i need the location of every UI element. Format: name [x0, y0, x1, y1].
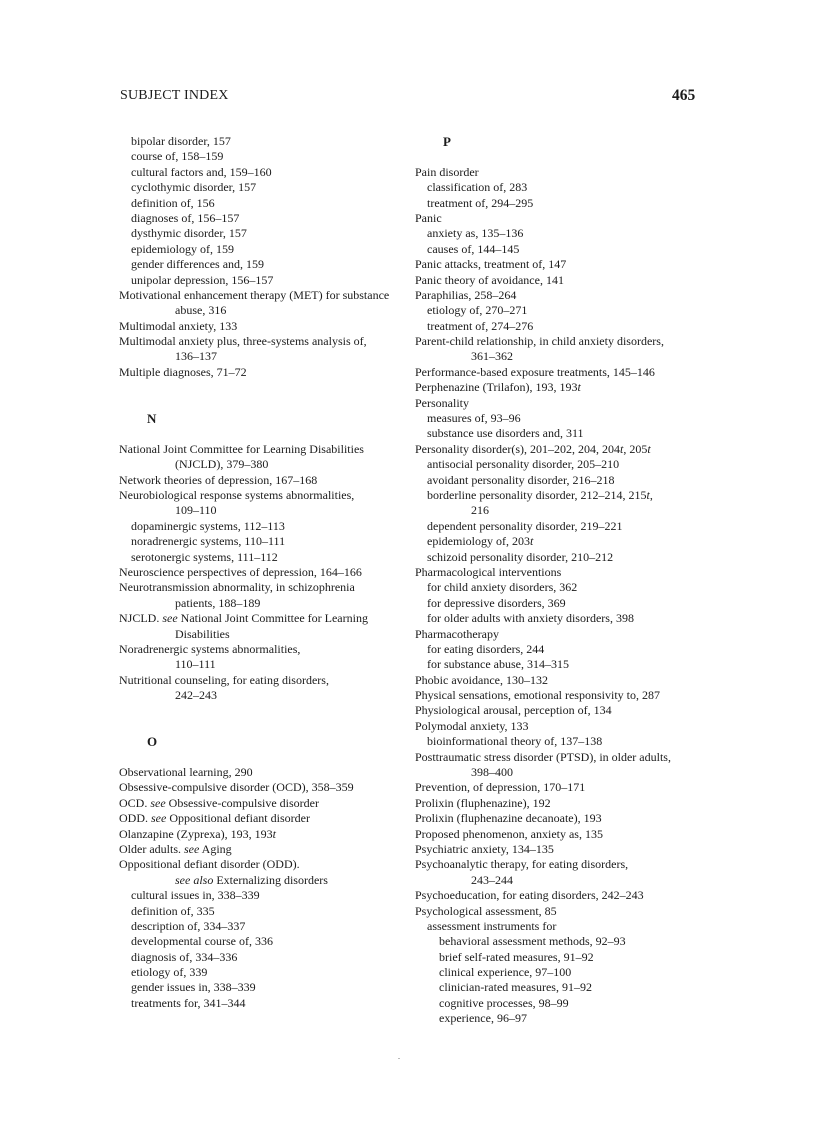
index-subentry: description of, 334–337 [131, 918, 246, 933]
index-main-entry: Psychiatric anxiety, 134–135 [415, 841, 554, 856]
blank-line [119, 719, 415, 734]
index-subentry: avoidant personality disorder, 216–218 [427, 472, 615, 487]
index-subentry: dependent personality disorder, 219–221 [427, 518, 623, 533]
index-subentry: anxiety as, 135–136 [427, 226, 524, 241]
index-entry-continuation: 109–110 [175, 503, 217, 518]
index-entry-continuation: 136–137 [175, 349, 217, 364]
index-subentry: developmental course of, 336 [131, 934, 273, 949]
index-subentry: gender differences and, 159 [131, 257, 265, 272]
index-entry-continuation: abuse, 316 [175, 303, 227, 318]
index-main-entry: Psychoeducation, for eating disorders, 242–243 [415, 888, 644, 903]
index-subentry: definition of, 156 [131, 195, 215, 210]
index-subentry: dysthymic disorder, 157 [131, 226, 247, 241]
index-main-entry: Panic attacks, treatment of, 147 [415, 257, 567, 272]
index-subentry: bipolar disorder, 157 [131, 134, 231, 148]
index-main-entry: Network theories of depression, 167–168 [119, 472, 318, 487]
index-subentry: for older adults with anxiety disorders, 398 [427, 611, 634, 626]
index-subentry: clinical experience, 97–100 [439, 965, 572, 980]
index-subentry: treatments for, 341–344 [131, 995, 246, 1010]
index-column-left [119, 134, 415, 1011]
index-main-entry: Multimodal anxiety, 133 [119, 318, 238, 333]
index-main-entry: Proposed phenomenon, anxiety as, 135 [415, 826, 603, 841]
index-subentry: noradrenergic systems, 110–111 [131, 534, 286, 549]
index-subentry: for substance abuse, 314–315 [427, 657, 569, 672]
index-subentry: diagnosis of, 334–336 [131, 949, 238, 964]
index-main-entry: Motivational enhancement therapy (MET) for substance [119, 287, 390, 302]
blank-line [119, 380, 415, 395]
index-subentry: epidemiology of, 203t [427, 534, 534, 549]
index-subentry: dopaminergic systems, 112–113 [131, 518, 285, 533]
index-subentry: course of, 158–159 [131, 149, 224, 164]
index-subentry: antisocial personality disorder, 205–210 [427, 457, 620, 472]
index-entry-continuation: 242–243 [175, 688, 217, 703]
index-entry-continuation: 398–400 [471, 765, 513, 780]
section-letter-heading: P [443, 134, 451, 149]
index-main-entry: Paraphilias, 258–264 [415, 287, 517, 302]
blank-line [119, 426, 415, 441]
index-subentry: behavioral assessment methods, 92–93 [439, 934, 626, 949]
index-main-entry: OCD. see Obsessive-compulsive disorder [119, 795, 319, 810]
index-main-entry: Prolixin (fluphenazine), 192 [415, 795, 551, 810]
index-subentry: clinician-rated measures, 91–92 [439, 980, 592, 995]
blank-line [119, 396, 415, 411]
index-subentry: substance use disorders and, 311 [427, 426, 584, 441]
index-main-entry: ODD. see Oppositional defiant disorder [119, 811, 310, 826]
index-main-entry: Parent-child relationship, in child anxiety disorders, [415, 334, 664, 349]
index-subentry: cultural issues in, 338–339 [131, 888, 260, 903]
index-subentry: serotonergic systems, 111–112 [131, 549, 278, 564]
index-main-entry: Prolixin (fluphenazine decanoate), 193 [415, 811, 602, 826]
index-subentry: cultural factors and, 159–160 [131, 164, 272, 179]
index-entry-continuation: (NJCLD), 379–380 [175, 457, 269, 472]
index-main-entry: Physiological arousal, perception of, 134 [415, 703, 612, 718]
index-entry-continuation: 216 [471, 503, 489, 518]
index-main-entry: Performance-based exposure treatments, 145–146 [415, 364, 655, 379]
index-main-entry: Pharmacological interventions [415, 564, 562, 579]
index-entry-continuation: see also Externalizing disorders [175, 872, 328, 887]
index-subentry: cognitive processes, 98–99 [439, 995, 569, 1010]
index-subentry: bioinformational theory of, 137–138 [427, 734, 603, 749]
index-main-entry: Multiple diagnoses, 71–72 [119, 364, 247, 379]
index-subentry: brief self-rated measures, 91–92 [439, 949, 594, 964]
index-main-entry: Personality disorder(s), 201–202, 204, 204t, 205t [415, 441, 651, 456]
index-main-entry: Neurobiological response systems abnormalities, [119, 487, 355, 502]
index-main-entry: Perphenazine (Trilafon), 193, 193t [415, 380, 581, 395]
index-entry-continuation: Disabilities [175, 626, 230, 641]
index-main-entry: Panic [415, 210, 442, 225]
index-subentry: gender issues in, 338–339 [131, 980, 256, 995]
index-main-entry: NJCLD. see National Joint Committee for Learning [119, 611, 368, 626]
index-main-entry: Older adults. see Aging [119, 841, 232, 856]
index-subentry: diagnoses of, 156–157 [131, 210, 240, 225]
index-subentry: measures of, 93–96 [427, 411, 521, 426]
index-subentry: etiology of, 270–271 [427, 303, 528, 318]
index-column-right [415, 134, 705, 1027]
index-main-entry: Multimodal anxiety plus, three-systems analysis of, [119, 334, 367, 349]
index-main-entry: Phobic avoidance, 130–132 [415, 672, 548, 687]
index-main-entry: Polymodal anxiety, 133 [415, 718, 529, 733]
index-subentry: unipolar depression, 156–157 [131, 272, 274, 287]
blank-line [119, 703, 415, 718]
index-subentry: for depressive disorders, 369 [427, 595, 566, 610]
index-entry-continuation: 110–111 [175, 657, 216, 672]
section-letter-heading: O [147, 734, 158, 750]
index-main-entry: Physical sensations, emotional responsivity to, 287 [415, 688, 660, 703]
index-subentry: for child anxiety disorders, 362 [427, 580, 578, 595]
index-main-entry: Neurotransmission abnormality, in schizophrenia [119, 580, 355, 595]
index-main-entry: National Joint Committee for Learning Disabilities [119, 441, 364, 456]
index-main-entry: Olanzapine (Zyprexa), 193, 193t [119, 826, 276, 841]
index-subentry: schizoid personality disorder, 210–212 [427, 549, 614, 564]
index-subentry: borderline personality disorder, 212–214, 215t, [427, 487, 653, 502]
blank-line [119, 750, 415, 765]
index-main-entry: Noradrenergic systems abnormalities, [119, 641, 301, 656]
index-subentry: causes of, 144–145 [427, 241, 520, 256]
index-main-entry: Neuroscience perspectives of depression, 164–166 [119, 564, 362, 579]
index-main-entry: Pharmacotherapy [415, 626, 499, 641]
index-subentry: treatment of, 274–276 [427, 318, 534, 333]
index-entry-continuation: 243–244 [471, 872, 513, 887]
index-subentry: definition of, 335 [131, 903, 215, 918]
index-subentry: classification of, 283 [427, 180, 528, 195]
index-subentry: epidemiology of, 159 [131, 241, 234, 256]
index-subentry: cyclothymic disorder, 157 [131, 180, 257, 195]
index-main-entry: Oppositional defiant disorder (ODD). [119, 857, 300, 872]
section-letter-heading: N [147, 411, 157, 427]
index-subentry: assessment instruments for [427, 918, 557, 933]
index-main-entry: Psychoanalytic therapy, for eating disorders, [415, 857, 629, 872]
index-entry-continuation: patients, 188–189 [175, 595, 261, 610]
index-main-entry: Obsessive-compulsive disorder (OCD), 358–359 [119, 780, 354, 795]
scan-speck [398, 1058, 400, 1059]
page-number: 465 [672, 87, 696, 104]
index-main-entry: Panic theory of avoidance, 141 [415, 272, 564, 287]
index-main-entry: Posttraumatic stress disorder (PTSD), in older adults, [415, 749, 671, 764]
index-main-entry: Psychological assessment, 85 [415, 903, 557, 918]
index-main-entry: Personality [415, 395, 469, 410]
index-main-entry: Pain disorder [415, 164, 479, 179]
index-subentry: for eating disorders, 244 [427, 641, 545, 656]
index-main-entry: Observational learning, 290 [119, 765, 253, 780]
running-header-title: SUBJECT INDEX [120, 88, 229, 103]
index-subentry: etiology of, 339 [131, 965, 208, 980]
index-main-entry: Nutritional counseling, for eating disorders, [119, 672, 329, 687]
blank-line [415, 149, 705, 164]
index-subentry: experience, 96–97 [439, 1011, 527, 1026]
index-subentry: treatment of, 294–295 [427, 195, 534, 210]
index-main-entry: Prevention, of depression, 170–171 [415, 780, 586, 795]
index-entry-continuation: 361–362 [471, 349, 513, 364]
